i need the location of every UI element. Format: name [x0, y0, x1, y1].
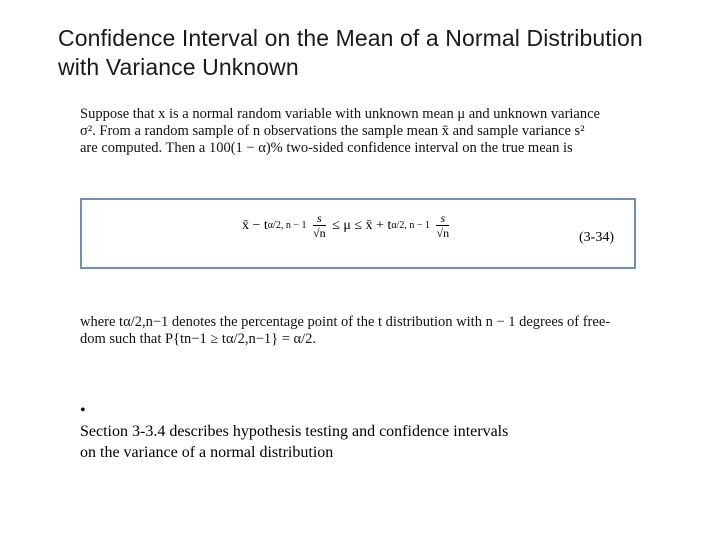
intro-line-1: Suppose that x is a normal random variable with unknown mean μ and unknown variance	[80, 106, 600, 122]
intro-paragraph	[80, 106, 650, 157]
formula-lower-subscript: α/2, n − 1	[267, 220, 307, 231]
slide-title-line-2: with Variance Unknown	[58, 54, 299, 80]
slide-title-line-1: Confidence Interval on the Mean of a Normal Distribution	[58, 25, 643, 51]
intro-line-2: σ². From a random sample of n observations the sample mean x̄ and sample variance s²	[80, 123, 585, 139]
intro-line-3: are computed. Then a 100(1 − α)% two-sided confidence interval on the true mean is	[80, 140, 573, 156]
confidence-interval-formula	[242, 212, 452, 240]
where-line-1: where tα/2,n−1 denotes the percentage point of the t distribution with n − 1 degrees of free-	[80, 314, 611, 330]
formula-lower-fraction	[313, 212, 326, 240]
slide-title	[58, 24, 708, 82]
formula-upper-subscript: α/2, n − 1	[391, 220, 430, 231]
formula-upper-denominator: √n	[436, 226, 450, 240]
bullet-text-2: on the variance of a normal distribution	[80, 444, 334, 461]
formula-upper-numerator: s	[436, 212, 449, 226]
formula-lower-numerator: s	[313, 212, 326, 226]
equation-number: (3-34)	[579, 230, 614, 245]
formula-upper-fraction	[436, 212, 449, 240]
bullet-line-1	[80, 400, 680, 442]
equation-box	[80, 198, 636, 269]
bullet-text-1: Section 3-3.4 describes hypothesis testing and confidence intervals	[80, 423, 509, 440]
where-paragraph	[80, 314, 660, 348]
formula-lower-term: x̄ − t	[242, 218, 268, 233]
where-line-2: dom such that P{tn−1 ≥ tα/2,n−1} = α/2.	[80, 331, 317, 347]
formula-middle-term: ≤ μ ≤ x̄ + t	[332, 218, 392, 233]
bullet-marker: •	[80, 402, 86, 419]
bullet-point	[80, 400, 680, 463]
formula-lower-denominator: √n	[313, 226, 326, 240]
